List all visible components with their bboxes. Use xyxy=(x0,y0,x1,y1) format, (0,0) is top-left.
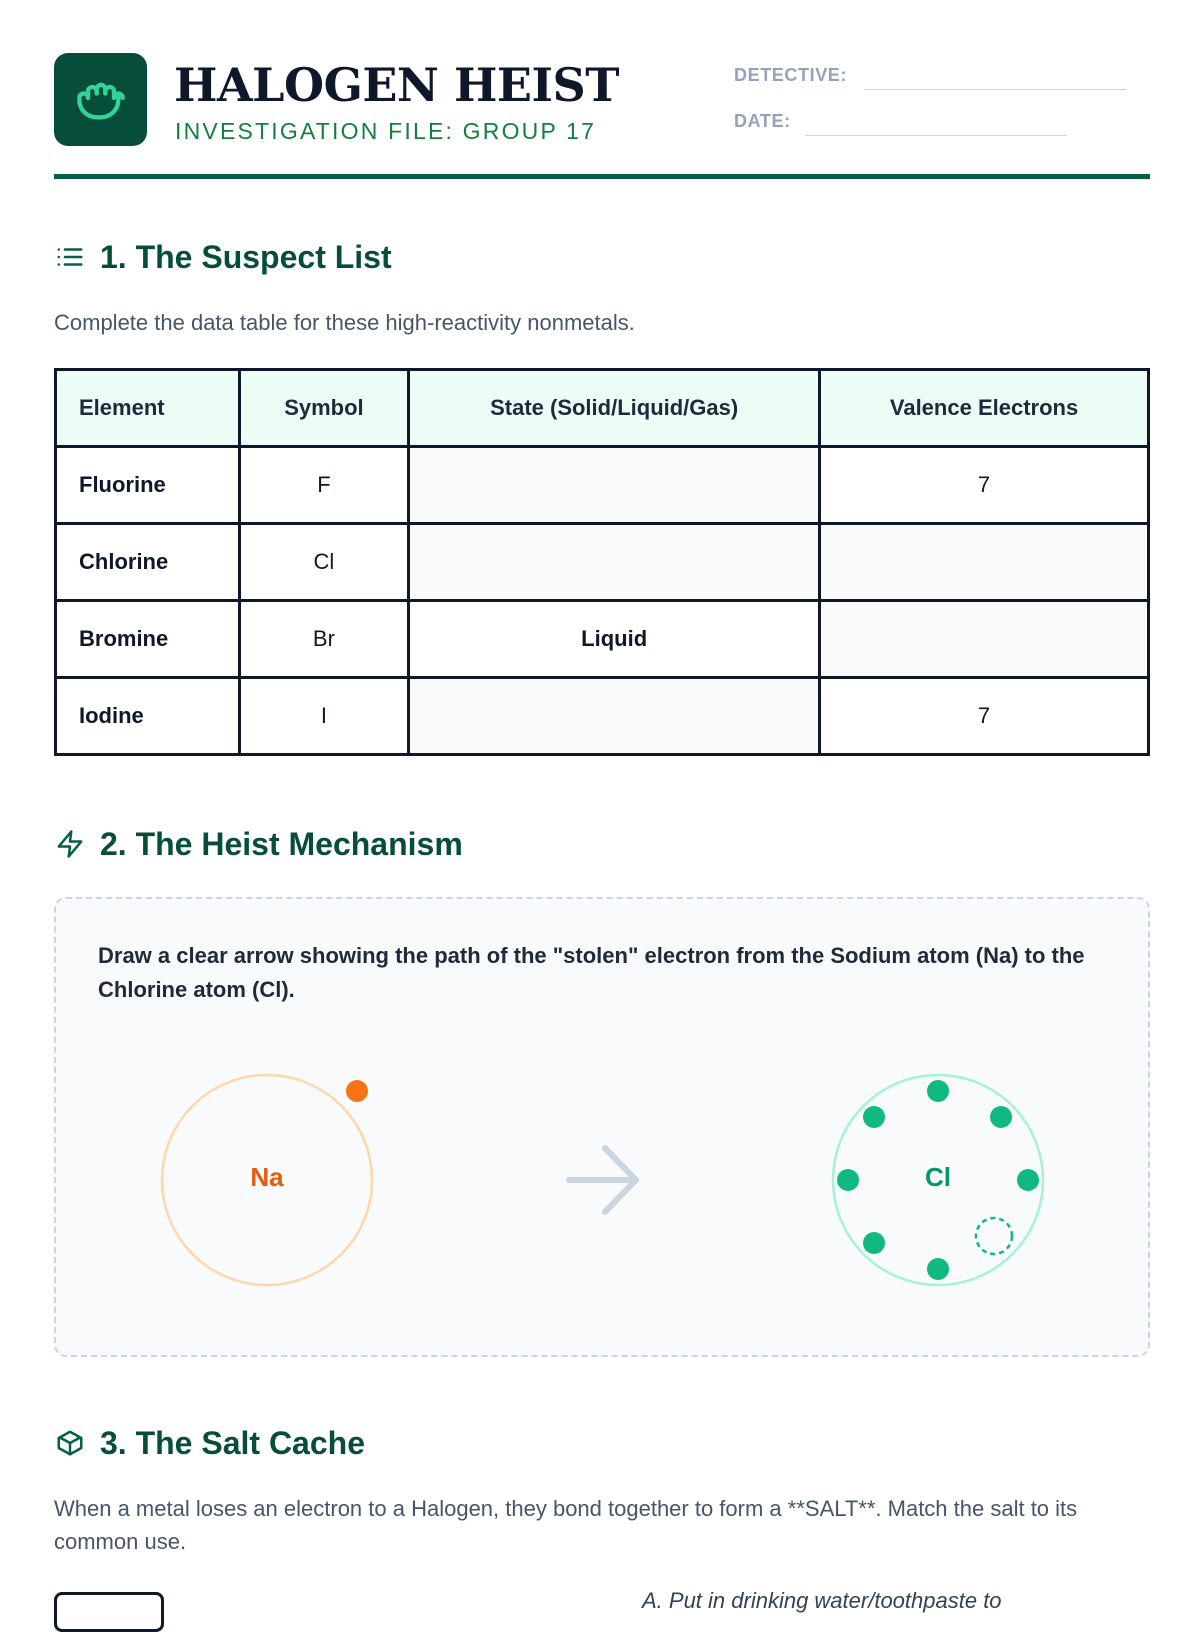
valence-answer-cell[interactable] xyxy=(820,601,1149,678)
suspect-table xyxy=(54,368,1150,756)
date-label: DATE: xyxy=(734,111,791,131)
element-cell: Chlorine xyxy=(56,524,240,601)
section-title-text: 1. The Suspect List xyxy=(100,239,392,275)
chlorine-electron xyxy=(927,1080,949,1102)
chlorine-electron xyxy=(863,1232,885,1254)
section-salt-title xyxy=(54,1423,365,1463)
valence-answer-cell[interactable] xyxy=(820,524,1149,601)
valence-cell: 7 xyxy=(820,447,1149,524)
table-row xyxy=(56,524,1149,601)
chlorine-electron xyxy=(990,1106,1012,1128)
detective-field[interactable] xyxy=(864,89,1126,90)
section-suspect-list-title xyxy=(54,237,392,277)
page-subtitle: INVESTIGATION FILE: GROUP 17 xyxy=(175,118,597,144)
chlorine-electron xyxy=(837,1169,859,1191)
lightning-icon xyxy=(54,828,86,860)
valence-cell: 7 xyxy=(820,678,1149,755)
chlorine-electron xyxy=(1017,1169,1039,1191)
section-heist-title xyxy=(54,824,463,864)
page-title: HALOGEN HEIST xyxy=(174,58,619,112)
table-row xyxy=(56,447,1149,524)
table-header-row xyxy=(56,370,1149,447)
atom-diagram xyxy=(56,899,1152,1359)
chlorine-electron xyxy=(863,1106,885,1128)
logo xyxy=(54,53,147,146)
chlorine-vacancy xyxy=(976,1218,1012,1254)
state-cell: Liquid xyxy=(409,601,820,678)
state-answer-cell[interactable] xyxy=(409,678,820,755)
suspect-intro: Complete the data table for these high-reactivity nonmetals. xyxy=(54,310,635,335)
section-title-text: 2. The Heist Mechanism xyxy=(100,826,463,862)
chlorine-label: Cl xyxy=(925,1162,951,1192)
detective-label: DETECTIVE: xyxy=(734,65,848,85)
sodium-label: Na xyxy=(250,1162,284,1192)
element-cell: Fluorine xyxy=(56,447,240,524)
page-header xyxy=(54,53,1150,181)
date-field[interactable] xyxy=(805,135,1067,136)
element-cell: Bromine xyxy=(56,601,240,678)
hand-icon xyxy=(75,74,127,126)
table-row xyxy=(56,678,1149,755)
symbol-cell: Br xyxy=(239,601,409,678)
chlorine-electron xyxy=(927,1258,949,1280)
column-header: Symbol xyxy=(239,370,409,447)
cube-icon xyxy=(54,1427,86,1459)
state-answer-cell[interactable] xyxy=(409,447,820,524)
symbol-cell: I xyxy=(239,678,409,755)
list-icon xyxy=(54,241,86,273)
sodium-valence-electron xyxy=(346,1080,368,1102)
column-header: Valence Electrons xyxy=(820,370,1149,447)
arrow-icon xyxy=(569,1148,636,1212)
heist-instruction: Draw a clear arrow showing the path of the "stolen" electron from the Sodium atom (Na) to the Chlorine atom (Cl). xyxy=(98,943,1085,1002)
symbol-cell: F xyxy=(239,447,409,524)
section-title-text: 3. The Salt Cache xyxy=(100,1425,365,1461)
salt-answer-box[interactable] xyxy=(54,1592,164,1632)
column-header: State (Solid/Liquid/Gas) xyxy=(409,370,820,447)
symbol-cell: Cl xyxy=(239,524,409,601)
element-cell: Iodine xyxy=(56,678,240,755)
heist-drawing-area[interactable] xyxy=(54,897,1150,1357)
salt-use-option: A. Put in drinking water/toothpaste to xyxy=(642,1588,1002,1613)
state-answer-cell[interactable] xyxy=(409,524,820,601)
column-header: Element xyxy=(56,370,240,447)
salt-intro: When a metal loses an electron to a Halogen, they bond together to form a **SALT**. Match the salt to its common use. xyxy=(54,1496,1078,1554)
header-divider xyxy=(54,174,1150,179)
table-row xyxy=(56,601,1149,678)
